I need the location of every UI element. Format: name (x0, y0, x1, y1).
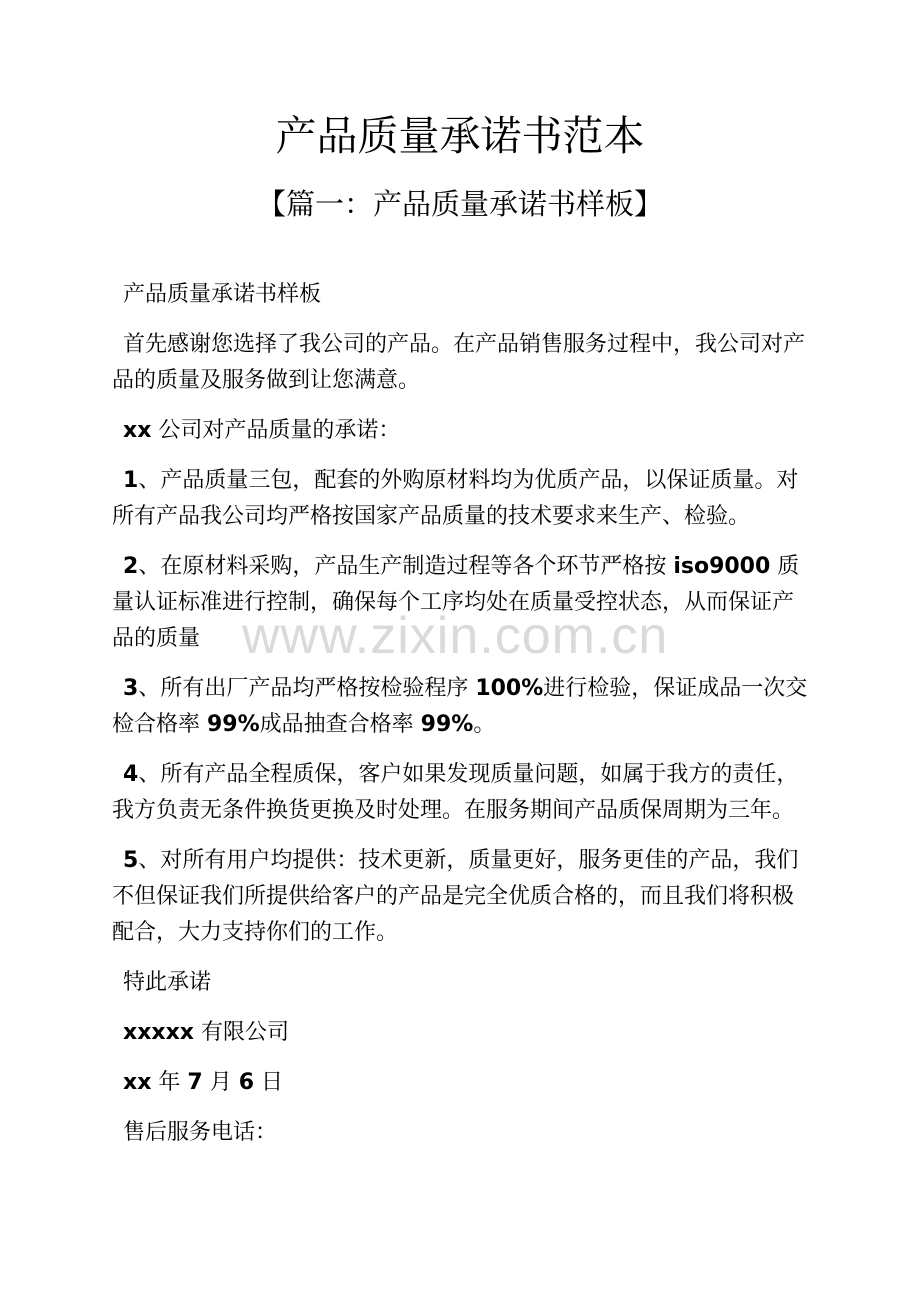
paragraph-intro: 首先感谢您选择了我公司的产品。在产品销售服务过程中，我公司对产品的质量及服务做到让您满意。 (112, 332, 806, 393)
paragraph-item-4: 4、所有产品全程质保，客户如果发现质量问题，如属于我方的责任，我方负责无条件换货更换及时处理。在服务期间产品质保周期为三年。 (112, 762, 799, 823)
paragraph-date: xx 年 7 月 6 日 (123, 1070, 284, 1095)
section-heading: 【篇一：产品质量承诺书样板】 (256, 187, 663, 221)
paragraph-heading: 产品质量承诺书样板 (123, 282, 322, 307)
paragraph-item-1: 1、产品质量三包，配套的外购原材料均为优质产品，以保证质量。对所有产品我公司均严格按国家产品质量的技术要求来生产、检验。 (112, 468, 799, 529)
document-body (112, 277, 812, 1165)
watermark-text: www.zixin.com.cn (242, 607, 669, 665)
paragraph-item-2: 2、在原材料采购，产品生产制造过程等各个环节严格按 iso9000 质量认证标准进行控制，确保每个工序均处在质量受控状态，从而保证产品的质量 (112, 554, 800, 651)
paragraph-service-phone: 售后服务电话： (123, 1120, 278, 1145)
paragraph-commitment-lead: xx 公司对产品质量的承诺： (123, 418, 401, 443)
paragraph-closing: 特此承诺 (123, 970, 212, 995)
paragraph-item-3: 3、所有出厂产品均严格按检验程序 100%进行检验，保证成品一次交检合格率 99%成品抽查合格率 99%。 (112, 676, 808, 737)
paragraph-company: xxxxx 有限公司 (123, 1020, 289, 1045)
paragraph-item-5: 5、对所有用户均提供：技术更新，质量更好，服务更佳的产品，我们不但保证我们所提供给客户的产品是完全优质合格的，而且我们将积极配合，大力支持你们的工作。 (112, 848, 799, 945)
document-title: 产品质量承诺书范本 (275, 112, 645, 160)
